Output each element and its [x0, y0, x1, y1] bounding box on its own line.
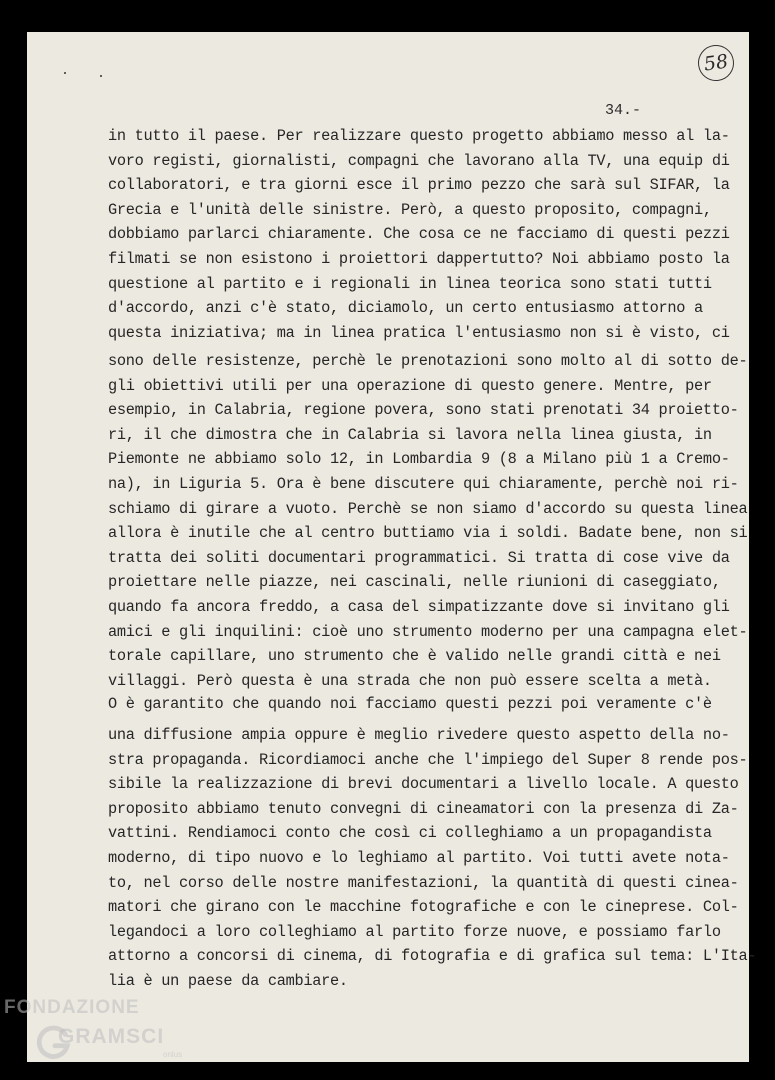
watermark-line-3: onlus [163, 1050, 183, 1059]
text-line: questa iniziativa; ma in linea pratica l'entusiasmo non si è visto, ci [108, 323, 730, 342]
watermark-line-2: GRAMSCI [58, 1025, 165, 1048]
watermark-line-1: FONDAZIONE [4, 997, 140, 1018]
archive-page-stamp [696, 43, 737, 84]
text-line: matori che girano con le macchine fotografiche e con le cineprese. Col- [108, 898, 739, 917]
text-line: schiamo di girare a vuoto. Perchè se non siamo d'accordo su questa linea [108, 499, 748, 518]
text-line: ri, il che dimostra che in Calabria si lavora nella linea giusta, in [108, 425, 712, 444]
text-line: villaggi. Però questa è una strada che non può essere scelta a metà. [108, 671, 712, 690]
text-line: O è garantito che quando noi facciamo questi pezzi poi veramente c'è [108, 694, 712, 713]
text-line: amici e gli inquilini: cioè uno strumento moderno per una campagna elet- [108, 622, 748, 641]
text-line: na), in Liguria 5. Ora è bene discutere qui chiaramente, perchè noi ri- [108, 475, 739, 493]
text-line: allora è inutile che al centro buttiamo via i soldi. Badate bene, non si [108, 524, 748, 543]
text-line: attorno a concorsi di cinema, di fotografia e di grafica sul tema: L'Ita- [108, 947, 757, 966]
text-line: torale capillare, uno strumento che è valido nelle grandi città e nei [108, 647, 721, 666]
text-line: sibile la realizzazione di brevi documentari a livello locale. A questo [108, 775, 739, 794]
archive-page-stamp-number: 58 [702, 50, 730, 76]
text-line: gli obiettivi utili per una operazione di questo genere. Mentre, per [108, 376, 712, 395]
text-line: to, nel corso delle nostre manifestazioni, la quantità di questi cinea- [108, 873, 739, 892]
text-line: proiettare nelle piazze, nei cascinali, nelle riunioni di caseggiato, [108, 573, 721, 592]
text-line: d'accordo, anzi c'è stato, diciamolo, un certo entusiasmo attorno a [108, 299, 703, 318]
text-line: Grecia e l'unità delle sinistre. Però, a questo proposito, compagni, [108, 200, 712, 219]
text-line: legandoci a loro colleghiamo al partito forze nuove, e possiamo farlo [108, 922, 721, 941]
text-line: moderno, di tipo nuovo e lo leghiamo al partito. Voi tutti avete nota- [108, 849, 730, 867]
text-line: filmati se non esistono i proiettori dappertutto? Noi abbiamo posto la [108, 250, 730, 268]
page-number: 34.- [605, 102, 642, 119]
text-line: sono delle resistenze, perchè le prenotazioni sono molto al di sotto de- [108, 352, 748, 370]
text-line: esempio, in Calabria, regione povera, sono stati prenotati 34 proietto- [108, 401, 739, 420]
document-page [27, 32, 757, 1062]
text-line: proposito abbiamo tenuto convegni di cineamatori con la presenza di Za- [108, 799, 739, 818]
paper-mark [100, 75, 102, 77]
text-line: questione al partito e i regionali in linea teorica sono stati tutti [108, 274, 712, 293]
text-line: quando fa ancora freddo, a casa del simpatizzante dove si invitano gli [108, 598, 730, 616]
text-line: Piemonte ne abbiamo solo 12, in Lombardia 9 (8 a Milano più 1 a Cremo- [108, 450, 730, 469]
text-line: in tutto il paese. Per realizzare questo progetto abbiamo messo al la- [108, 127, 730, 145]
text-line: collaboratori, e tra giorni esce il primo pezzo che sarà sul SIFAR, la [108, 176, 730, 195]
text-line: tratta dei soliti documentari programmatici. Si tratta di cose vive da [108, 548, 730, 567]
text-line: voro registi, giornalisti, compagni che lavorano alla TV, una equip di [108, 151, 730, 170]
paper-mark [64, 72, 66, 74]
text-line: lia è un paese da cambiare. [108, 972, 348, 990]
text-line: vattini. Rendiamoci conto che così ci colleghiamo a un propagandista [108, 824, 712, 843]
text-line: una diffusione ampia oppure è meglio rivedere questo aspetto della no- [108, 726, 730, 744]
text-line: stra propaganda. Ricordiamoci anche che l'impiego del Super 8 rende pos- [108, 750, 748, 769]
text-line: dobbiamo parlarci chiaramente. Che cosa ce ne facciamo di questi pezzi [108, 225, 730, 244]
